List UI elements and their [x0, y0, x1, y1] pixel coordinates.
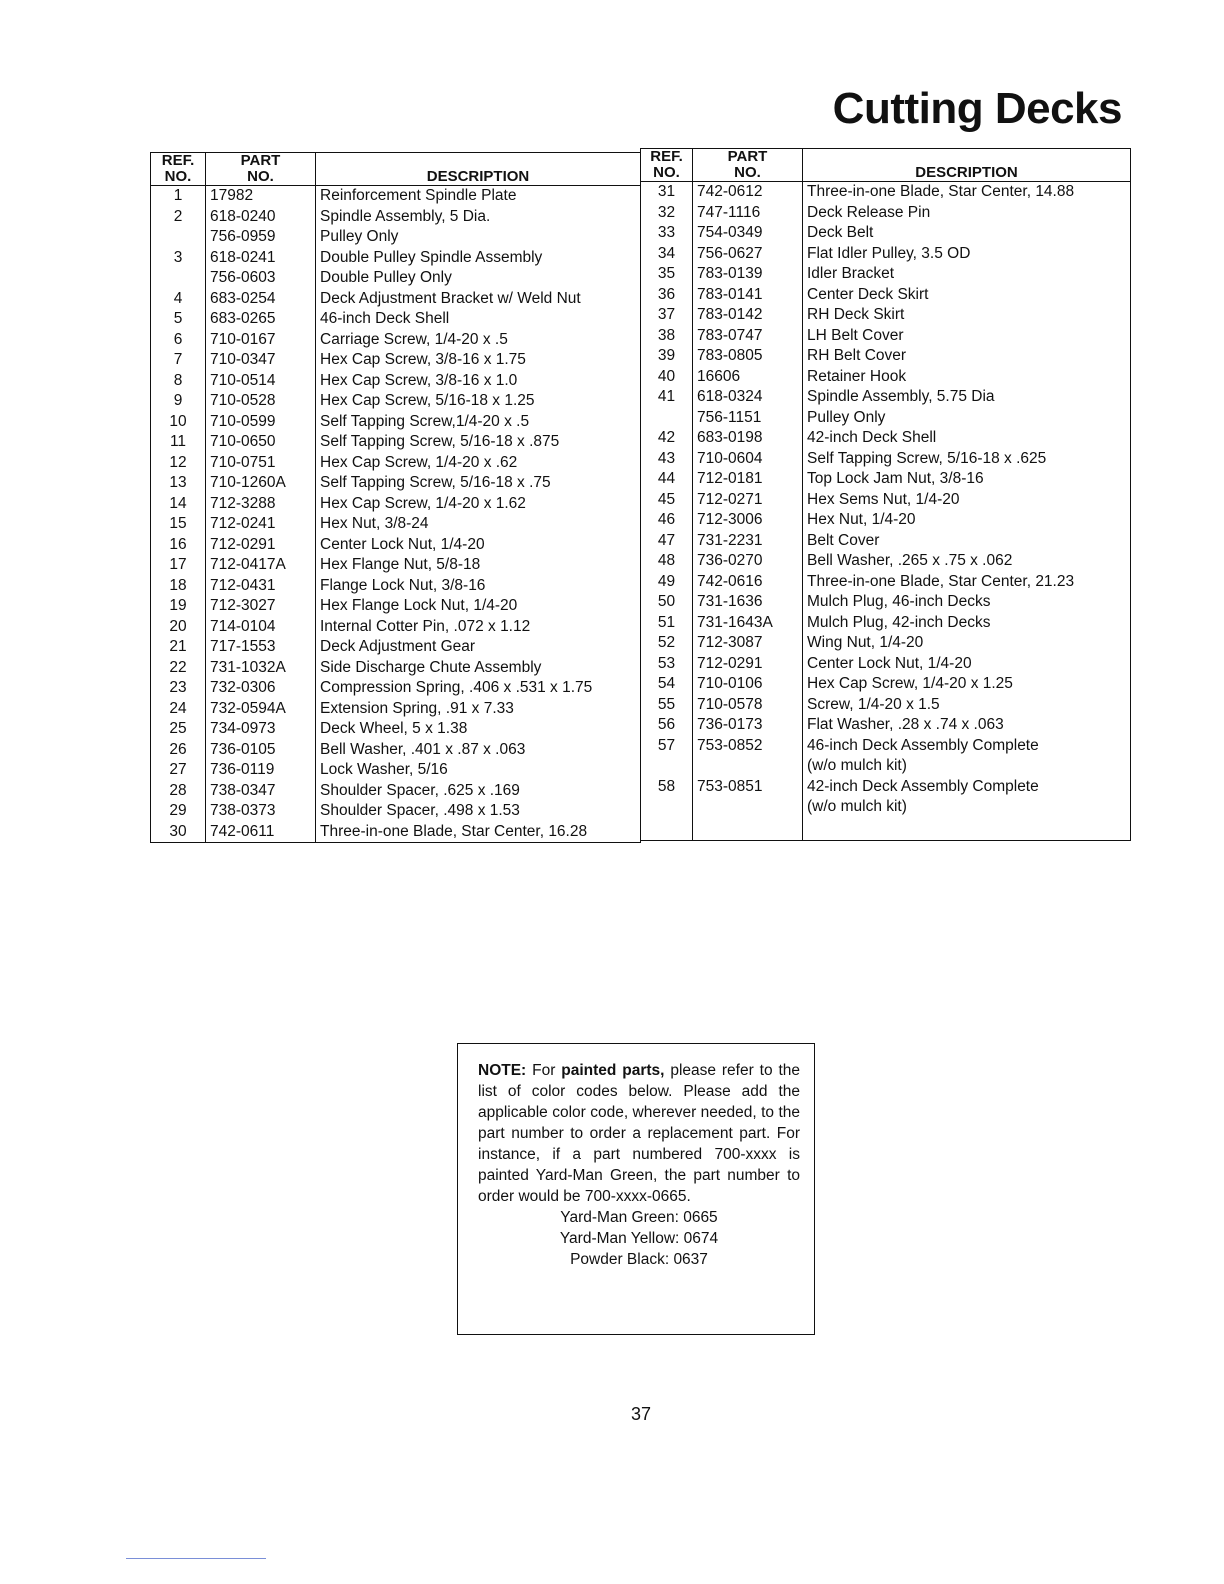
description-cell: Spindle Assembly, 5.75 Dia — [803, 387, 1131, 408]
part-no-cell: 712-0291 — [693, 654, 803, 675]
part-no-cell: 734-0973 — [206, 719, 316, 740]
empty-cell — [803, 818, 1131, 841]
ref-no-cell: 46 — [641, 510, 693, 531]
part-no-cell: 683-0254 — [206, 289, 316, 310]
description-cell: Flange Lock Nut, 3/8-16 — [316, 576, 641, 597]
description-cell: Three-in-one Blade, Star Center, 16.28 — [316, 822, 641, 843]
ref-no-cell: 10 — [151, 412, 206, 433]
ref-no-cell: 56 — [641, 715, 693, 736]
description-cell: Bell Washer, .265 x .75 x .062 — [803, 551, 1131, 572]
ref-no-cell: 43 — [641, 449, 693, 470]
part-no-cell: 742-0616 — [693, 572, 803, 593]
description-cell: Hex Flange Nut, 5/8-18 — [316, 555, 641, 576]
table-row — [151, 740, 641, 761]
description-cell: Top Lock Jam Nut, 3/8-16 — [803, 469, 1131, 490]
table-header-row — [641, 149, 1131, 182]
part-no-cell: 754-0349 — [693, 223, 803, 244]
description-cell: Deck Belt — [803, 223, 1131, 244]
ref-no-cell: 25 — [151, 719, 206, 740]
ref-no-cell: 3 — [151, 248, 206, 269]
description-header: DESCRIPTION — [316, 153, 641, 186]
part-no-cell — [693, 756, 803, 777]
ref-no-cell: 13 — [151, 473, 206, 494]
part-no-cell: 736-0270 — [693, 551, 803, 572]
table-row — [151, 781, 641, 802]
ref-no-cell: 24 — [151, 699, 206, 720]
description-cell: Carriage Screw, 1/4-20 x .5 — [316, 330, 641, 351]
page-title: Cutting Decks — [832, 84, 1122, 133]
table-row — [151, 268, 641, 289]
table-spacer-row — [641, 818, 1131, 841]
table-row — [641, 346, 1131, 367]
table-row — [641, 695, 1131, 716]
description-cell: Self Tapping Screw, 5/16-18 x .625 — [803, 449, 1131, 470]
description-cell: Pulley Only — [803, 408, 1131, 429]
ref-no-cell: 34 — [641, 244, 693, 265]
ref-no-cell: 40 — [641, 367, 693, 388]
ref-no-cell: 27 — [151, 760, 206, 781]
table-row — [151, 801, 641, 822]
ref-no-cell: 12 — [151, 453, 206, 474]
part-no-cell: 731-2231 — [693, 531, 803, 552]
description-cell: Deck Release Pin — [803, 203, 1131, 224]
description-cell: Screw, 1/4-20 x 1.5 — [803, 695, 1131, 716]
table-row — [641, 428, 1131, 449]
empty-cell — [641, 818, 693, 841]
table-row — [641, 469, 1131, 490]
description-cell: Deck Adjustment Bracket w/ Weld Nut — [316, 289, 641, 310]
part-no-cell: 731-1643A — [693, 613, 803, 634]
table-header-row — [151, 153, 641, 186]
part-no-cell: 783-0805 — [693, 346, 803, 367]
ref-no-cell: 7 — [151, 350, 206, 371]
table-row — [151, 494, 641, 515]
table-row — [641, 305, 1131, 326]
page-number: 37 — [630, 1404, 652, 1424]
description-cell: Internal Cotter Pin, .072 x 1.12 — [316, 617, 641, 638]
table-row — [151, 617, 641, 638]
part-no-cell: 742-0611 — [206, 822, 316, 843]
ref-no-cell: 11 — [151, 432, 206, 453]
table-row — [641, 551, 1131, 572]
table-row — [641, 633, 1131, 654]
ref-no-cell — [151, 268, 206, 289]
part-no-cell: 736-0119 — [206, 760, 316, 781]
table-row — [151, 822, 641, 843]
color-code-item: Yard-Man Yellow: 0674 — [559, 1230, 719, 1247]
part-no-cell: 732-0594A — [206, 699, 316, 720]
note-lead: For — [532, 1062, 556, 1079]
part-no-cell: 783-0747 — [693, 326, 803, 347]
part-no-cell: 712-3027 — [206, 596, 316, 617]
description-cell: LH Belt Cover — [803, 326, 1131, 347]
ref-no-cell: 8 — [151, 371, 206, 392]
description-cell: 42-inch Deck Shell — [803, 428, 1131, 449]
description-header: DESCRIPTION — [803, 149, 1131, 182]
part-no-cell: 756-1151 — [693, 408, 803, 429]
table-row — [151, 412, 641, 433]
ref-no-cell: 5 — [151, 309, 206, 330]
ref-no-cell: 29 — [151, 801, 206, 822]
part-no-cell: 712-0271 — [693, 490, 803, 511]
color-code-item: Yard-Man Green: 0665 — [560, 1209, 718, 1226]
ref-no-cell: 30 — [151, 822, 206, 843]
table-row — [641, 367, 1131, 388]
ref-no-cell: 54 — [641, 674, 693, 695]
table-row — [641, 531, 1131, 552]
part-no-cell: 714-0104 — [206, 617, 316, 638]
part-no-cell: 710-0528 — [206, 391, 316, 412]
part-no-cell: 712-3006 — [693, 510, 803, 531]
description-cell: Bell Washer, .401 x .87 x .063 — [316, 740, 641, 761]
table-row — [641, 285, 1131, 306]
description-cell: RH Belt Cover — [803, 346, 1131, 367]
description-cell: Idler Bracket — [803, 264, 1131, 285]
part-no-cell: 736-0105 — [206, 740, 316, 761]
color-code-list — [478, 1207, 800, 1270]
description-cell: Wing Nut, 1/4-20 — [803, 633, 1131, 654]
table-row — [641, 674, 1131, 695]
ref-no-header: REF. NO. — [641, 149, 693, 182]
empty-cell — [693, 818, 803, 841]
table-row — [151, 760, 641, 781]
table-row — [641, 264, 1131, 285]
description-cell: Deck Adjustment Gear — [316, 637, 641, 658]
parts-table-right — [640, 148, 1131, 841]
description-cell: (w/o mulch kit) — [803, 756, 1131, 777]
table-row — [151, 699, 641, 720]
ref-no-cell — [151, 227, 206, 248]
description-cell: Deck Wheel, 5 x 1.38 — [316, 719, 641, 740]
description-cell: Hex Nut, 3/8-24 — [316, 514, 641, 535]
description-cell: Self Tapping Screw, 5/16-18 x .875 — [316, 432, 641, 453]
part-no-cell: 710-0106 — [693, 674, 803, 695]
part-no-cell: 756-0959 — [206, 227, 316, 248]
ref-no-cell: 38 — [641, 326, 693, 347]
part-no-cell: 618-0240 — [206, 207, 316, 228]
table-row — [151, 473, 641, 494]
ref-no-cell: 49 — [641, 572, 693, 593]
description-cell: Retainer Hook — [803, 367, 1131, 388]
description-cell: Lock Washer, 5/16 — [316, 760, 641, 781]
table-row — [151, 227, 641, 248]
table-row — [151, 350, 641, 371]
part-no-cell: 710-0514 — [206, 371, 316, 392]
ref-no-cell: 21 — [151, 637, 206, 658]
table-row — [641, 572, 1131, 593]
table-row — [151, 719, 641, 740]
table-row — [151, 289, 641, 310]
table-row — [641, 387, 1131, 408]
table-row — [641, 408, 1131, 429]
ref-no-cell: 15 — [151, 514, 206, 535]
ref-no-cell: 53 — [641, 654, 693, 675]
part-no-cell: 712-0181 — [693, 469, 803, 490]
ref-no-cell: 44 — [641, 469, 693, 490]
part-no-cell: 753-0851 — [693, 777, 803, 798]
ref-no-cell: 39 — [641, 346, 693, 367]
description-cell: Pulley Only — [316, 227, 641, 248]
part-no-cell: 747-1116 — [693, 203, 803, 224]
description-cell: Self Tapping Screw, 5/16-18 x .75 — [316, 473, 641, 494]
part-no-cell: 736-0173 — [693, 715, 803, 736]
ref-no-cell: 18 — [151, 576, 206, 597]
ref-no-cell: 55 — [641, 695, 693, 716]
note-bold-phrase: painted parts, — [561, 1062, 665, 1079]
painted-parts-note — [457, 1043, 815, 1335]
part-no-cell: 712-0291 — [206, 535, 316, 556]
table-row — [151, 596, 641, 617]
description-cell: Mulch Plug, 46-inch Decks — [803, 592, 1131, 613]
description-cell: Double Pulley Only — [316, 268, 641, 289]
description-cell: Hex Cap Screw, 3/8-16 x 1.0 — [316, 371, 641, 392]
description-cell: Hex Flange Lock Nut, 1/4-20 — [316, 596, 641, 617]
part-no-cell: 712-0241 — [206, 514, 316, 535]
table-row — [641, 244, 1131, 265]
description-cell: Center Lock Nut, 1/4-20 — [316, 535, 641, 556]
part-no-cell: 756-0627 — [693, 244, 803, 265]
description-cell: Shoulder Spacer, .498 x 1.53 — [316, 801, 641, 822]
part-no-cell: 783-0142 — [693, 305, 803, 326]
ref-no-cell: 48 — [641, 551, 693, 572]
part-no-cell: 717-1553 — [206, 637, 316, 658]
table-row — [641, 777, 1131, 798]
part-no-cell: 710-0751 — [206, 453, 316, 474]
table-row — [641, 715, 1131, 736]
description-cell: Three-in-one Blade, Star Center, 21.23 — [803, 572, 1131, 593]
description-cell: (w/o mulch kit) — [803, 797, 1131, 818]
table-row — [641, 449, 1131, 470]
part-no-cell: 731-1032A — [206, 658, 316, 679]
parts-table-left — [150, 152, 641, 843]
table-row — [151, 637, 641, 658]
description-cell: 42-inch Deck Assembly Complete — [803, 777, 1131, 798]
ref-no-cell: 36 — [641, 285, 693, 306]
ref-no-cell: 35 — [641, 264, 693, 285]
description-cell: Center Lock Nut, 1/4-20 — [803, 654, 1131, 675]
part-no-cell: 710-0347 — [206, 350, 316, 371]
part-no-cell: 732-0306 — [206, 678, 316, 699]
table-row — [641, 613, 1131, 634]
part-no-cell: 683-0265 — [206, 309, 316, 330]
part-no-cell: 731-1636 — [693, 592, 803, 613]
table-row — [641, 797, 1131, 818]
table-row — [641, 223, 1131, 244]
part-no-cell: 618-0324 — [693, 387, 803, 408]
description-cell: Hex Cap Screw, 3/8-16 x 1.75 — [316, 350, 641, 371]
ref-no-cell: 42 — [641, 428, 693, 449]
part-no-cell: 710-0599 — [206, 412, 316, 433]
ref-no-cell: 2 — [151, 207, 206, 228]
part-no-header: PART NO. — [693, 149, 803, 182]
description-cell: Spindle Assembly, 5 Dia. — [316, 207, 641, 228]
description-cell: Reinforcement Spindle Plate — [316, 186, 641, 207]
ref-no-cell: 37 — [641, 305, 693, 326]
description-cell: Extension Spring, .91 x 7.33 — [316, 699, 641, 720]
footer-rule — [126, 1558, 266, 1559]
description-cell: Belt Cover — [803, 531, 1131, 552]
table-row — [151, 391, 641, 412]
description-cell: Hex Cap Screw, 5/16-18 x 1.25 — [316, 391, 641, 412]
description-cell: Hex Nut, 1/4-20 — [803, 510, 1131, 531]
parts-table-body — [641, 182, 1131, 841]
note-label: NOTE: — [478, 1062, 527, 1079]
table-row — [641, 736, 1131, 757]
part-no-cell: 738-0373 — [206, 801, 316, 822]
part-no-cell: 742-0612 — [693, 182, 803, 203]
table-row — [151, 207, 641, 228]
part-no-cell: 16606 — [693, 367, 803, 388]
ref-no-cell: 47 — [641, 531, 693, 552]
table-row — [641, 654, 1131, 675]
note-text — [478, 1060, 800, 1207]
table-row — [151, 658, 641, 679]
part-no-cell: 710-0167 — [206, 330, 316, 351]
part-no-cell: 783-0141 — [693, 285, 803, 306]
description-cell: Hex Cap Screw, 1/4-20 x 1.62 — [316, 494, 641, 515]
description-cell: Self Tapping Screw,1/4-20 x .5 — [316, 412, 641, 433]
ref-no-cell: 9 — [151, 391, 206, 412]
part-no-cell: 712-0431 — [206, 576, 316, 597]
description-cell: RH Deck Skirt — [803, 305, 1131, 326]
ref-no-cell: 50 — [641, 592, 693, 613]
ref-no-cell: 51 — [641, 613, 693, 634]
table-row — [151, 186, 641, 207]
ref-no-cell — [641, 797, 693, 818]
ref-no-cell: 32 — [641, 203, 693, 224]
ref-no-cell: 19 — [151, 596, 206, 617]
part-no-cell: 710-0578 — [693, 695, 803, 716]
ref-no-cell: 1 — [151, 186, 206, 207]
description-cell: Flat Washer, .28 x .74 x .063 — [803, 715, 1131, 736]
table-row — [641, 490, 1131, 511]
part-no-cell: 710-0650 — [206, 432, 316, 453]
ref-no-cell: 57 — [641, 736, 693, 757]
ref-no-cell: 20 — [151, 617, 206, 638]
part-no-cell: 738-0347 — [206, 781, 316, 802]
part-no-header: PART NO. — [206, 153, 316, 186]
description-cell: Double Pulley Spindle Assembly — [316, 248, 641, 269]
table-row — [151, 678, 641, 699]
description-cell: Hex Sems Nut, 1/4-20 — [803, 490, 1131, 511]
description-cell: Mulch Plug, 42-inch Decks — [803, 613, 1131, 634]
ref-no-cell: 45 — [641, 490, 693, 511]
description-cell: Hex Cap Screw, 1/4-20 x .62 — [316, 453, 641, 474]
table-row — [151, 432, 641, 453]
description-cell: Center Deck Skirt — [803, 285, 1131, 306]
part-no-cell: 710-0604 — [693, 449, 803, 470]
table-row — [151, 309, 641, 330]
ref-no-cell: 33 — [641, 223, 693, 244]
table-row — [151, 248, 641, 269]
part-no-cell: 712-3288 — [206, 494, 316, 515]
part-no-cell: 618-0241 — [206, 248, 316, 269]
ref-no-cell: 4 — [151, 289, 206, 310]
table-row — [641, 510, 1131, 531]
part-no-cell: 783-0139 — [693, 264, 803, 285]
part-no-cell: 756-0603 — [206, 268, 316, 289]
ref-no-cell — [641, 756, 693, 777]
table-row — [151, 453, 641, 474]
table-row — [641, 756, 1131, 777]
part-no-cell — [693, 797, 803, 818]
part-no-cell: 683-0198 — [693, 428, 803, 449]
color-code-item: Powder Black: 0637 — [570, 1251, 708, 1268]
ref-no-cell: 14 — [151, 494, 206, 515]
ref-no-cell: 6 — [151, 330, 206, 351]
table-row — [641, 203, 1131, 224]
ref-no-cell: 26 — [151, 740, 206, 761]
ref-no-cell: 16 — [151, 535, 206, 556]
description-cell: 46-inch Deck Shell — [316, 309, 641, 330]
ref-no-cell: 28 — [151, 781, 206, 802]
description-cell: Shoulder Spacer, .625 x .169 — [316, 781, 641, 802]
ref-no-cell: 22 — [151, 658, 206, 679]
description-cell: Side Discharge Chute Assembly — [316, 658, 641, 679]
part-no-cell: 712-3087 — [693, 633, 803, 654]
description-cell: Hex Cap Screw, 1/4-20 x 1.25 — [803, 674, 1131, 695]
ref-no-header: REF. NO. — [151, 153, 206, 186]
part-no-cell: 712-0417A — [206, 555, 316, 576]
description-cell: Three-in-one Blade, Star Center, 14.88 — [803, 182, 1131, 203]
table-row — [151, 371, 641, 392]
ref-no-cell: 52 — [641, 633, 693, 654]
part-no-cell: 17982 — [206, 186, 316, 207]
table-row — [151, 555, 641, 576]
note-body: please refer to the list of color codes below. Please add the applicable color code, wherever needed, to the part number to order a replacement part. For instance, if a part numbered 700-xxxx is painted Yard-Man Green, the part number to order would be 700-xxxx-0665. — [478, 1062, 800, 1205]
ref-no-cell: 23 — [151, 678, 206, 699]
ref-no-cell: 58 — [641, 777, 693, 798]
table-row — [151, 514, 641, 535]
table-row — [151, 535, 641, 556]
ref-no-cell: 17 — [151, 555, 206, 576]
ref-no-cell: 31 — [641, 182, 693, 203]
description-cell: Compression Spring, .406 x .531 x 1.75 — [316, 678, 641, 699]
ref-no-cell — [641, 408, 693, 429]
description-cell: Flat Idler Pulley, 3.5 OD — [803, 244, 1131, 265]
table-row — [151, 330, 641, 351]
part-no-cell: 753-0852 — [693, 736, 803, 757]
table-row — [641, 182, 1131, 203]
ref-no-cell: 41 — [641, 387, 693, 408]
part-no-cell: 710-1260A — [206, 473, 316, 494]
parts-table-body — [151, 186, 641, 843]
table-row — [151, 576, 641, 597]
table-row — [641, 592, 1131, 613]
table-row — [641, 326, 1131, 347]
description-cell: 46-inch Deck Assembly Complete — [803, 736, 1131, 757]
